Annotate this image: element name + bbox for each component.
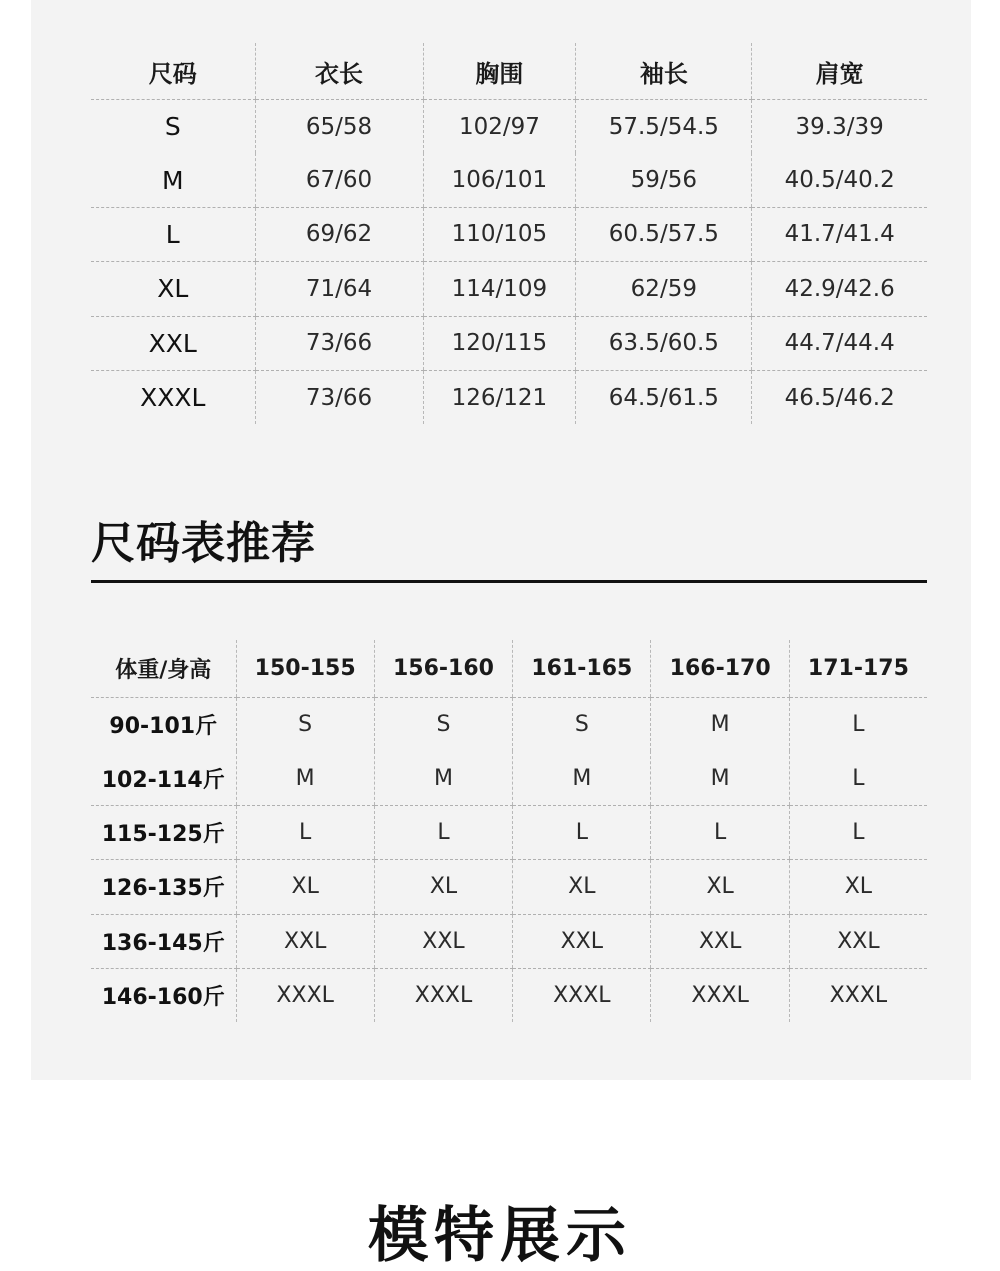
size-cell: L bbox=[374, 805, 512, 859]
shoulder-cell: 44.7/44.4 bbox=[752, 316, 927, 370]
size-cell: XXXL bbox=[236, 968, 374, 1022]
header-height-range: 156-160 bbox=[374, 640, 512, 698]
size-cell: M bbox=[513, 751, 651, 805]
weight-cell: 126-135斤 bbox=[91, 860, 236, 914]
table-row bbox=[91, 968, 927, 1022]
size-cell: XXXL bbox=[789, 968, 927, 1022]
size-cell: L bbox=[651, 805, 789, 859]
table-row bbox=[91, 698, 927, 752]
size-cell: S bbox=[164, 112, 181, 142]
size-cell: XXL bbox=[91, 316, 255, 370]
header-length: 衣长 bbox=[255, 43, 423, 100]
table-row bbox=[91, 153, 927, 207]
size-cell: L bbox=[513, 805, 651, 859]
size-cell: M bbox=[651, 698, 789, 752]
header-shoulder: 肩宽 bbox=[752, 43, 927, 100]
length-cell: 71/64 bbox=[255, 262, 423, 316]
shoulder-cell: 42.9/42.6 bbox=[752, 262, 927, 316]
table-row bbox=[91, 860, 927, 914]
size-cell: XXL bbox=[374, 914, 512, 968]
size-cell: L bbox=[91, 207, 255, 261]
header-height-range: 171-175 bbox=[789, 640, 927, 698]
chest-cell: 126/121 bbox=[423, 370, 576, 424]
size-table bbox=[91, 43, 927, 424]
header-chest: 胸围 bbox=[423, 43, 576, 100]
size-cell: M bbox=[651, 751, 789, 805]
size-cell: XL bbox=[236, 860, 374, 914]
table-row bbox=[91, 262, 927, 316]
size-cell: XL bbox=[374, 860, 512, 914]
table-row bbox=[91, 805, 927, 859]
size-cell: M bbox=[236, 751, 374, 805]
length-cell: 73/66 bbox=[255, 316, 423, 370]
size-cell: XXXL bbox=[651, 968, 789, 1022]
model-section-heading: 模特展示 bbox=[368, 1201, 632, 1271]
sleeve-cell: 60.5/57.5 bbox=[576, 207, 752, 261]
header-sleeve: 袖长 bbox=[576, 43, 752, 100]
length-cell: 67/60 bbox=[255, 153, 423, 207]
weight-cell: 102-114斤 bbox=[91, 751, 236, 805]
table-row bbox=[91, 100, 927, 154]
size-cell: XXXL bbox=[140, 383, 206, 413]
size-cell: S bbox=[374, 698, 512, 752]
table-row bbox=[91, 316, 927, 370]
shoulder-cell: 41.7/41.4 bbox=[752, 207, 927, 261]
recommendation-header bbox=[91, 640, 927, 698]
chest-cell: 110/105 bbox=[423, 207, 576, 261]
size-cell: XL bbox=[91, 262, 255, 316]
title-divider bbox=[91, 580, 927, 583]
sleeve-cell: 64.5/61.5 bbox=[576, 370, 752, 424]
chest-cell: 106/101 bbox=[423, 153, 576, 207]
size-cell: XXL bbox=[651, 914, 789, 968]
sleeve-cell: 59/56 bbox=[576, 153, 752, 207]
size-cell: XL bbox=[789, 860, 927, 914]
size-cell: XL bbox=[651, 860, 789, 914]
shoulder-cell: 46.5/46.2 bbox=[752, 370, 927, 424]
header-size: 尺码 bbox=[91, 43, 255, 100]
size-cell: XXXL bbox=[513, 968, 651, 1022]
table-row bbox=[91, 751, 927, 805]
chest-cell: 114/109 bbox=[423, 262, 576, 316]
size-cell: XXXL bbox=[374, 968, 512, 1022]
sleeve-cell: 63.5/60.5 bbox=[576, 316, 752, 370]
chest-cell: 120/115 bbox=[423, 316, 576, 370]
table-row bbox=[91, 370, 927, 424]
chest-cell: 102/97 bbox=[423, 100, 576, 154]
size-cell: L bbox=[789, 698, 927, 752]
length-cell: 69/62 bbox=[255, 207, 423, 261]
size-cell: L bbox=[789, 751, 927, 805]
length-cell: 73/66 bbox=[255, 370, 423, 424]
size-cell: XXL bbox=[789, 914, 927, 968]
weight-cell: 136-145斤 bbox=[91, 914, 236, 968]
size-cell: L bbox=[236, 805, 374, 859]
size-cell: S bbox=[236, 698, 374, 752]
size-cell: M bbox=[374, 751, 512, 805]
header-height-range: 150-155 bbox=[236, 640, 374, 698]
recommendation-table bbox=[91, 640, 927, 1022]
size-cell: XXL bbox=[513, 914, 651, 968]
size-cell: M bbox=[91, 153, 255, 207]
table-row bbox=[91, 914, 927, 968]
header-weight-height: 体重/身高 bbox=[91, 640, 236, 698]
size-cell: XL bbox=[513, 860, 651, 914]
shoulder-cell: 39.3/39 bbox=[752, 100, 927, 154]
header-height-range: 161-165 bbox=[513, 640, 651, 698]
section-title: 尺码表推荐 bbox=[91, 518, 316, 569]
table-row bbox=[91, 207, 927, 261]
weight-cell: 115-125斤 bbox=[91, 805, 236, 859]
size-cell: L bbox=[789, 805, 927, 859]
size-table-header bbox=[91, 43, 927, 100]
size-cell: XXL bbox=[236, 914, 374, 968]
weight-cell: 146-160斤 bbox=[101, 985, 225, 1011]
sleeve-cell: 62/59 bbox=[576, 262, 752, 316]
weight-cell: 90-101斤 bbox=[109, 714, 218, 740]
header-height-range: 166-170 bbox=[651, 640, 789, 698]
sleeve-cell: 57.5/54.5 bbox=[576, 100, 752, 154]
shoulder-cell: 40.5/40.2 bbox=[752, 153, 927, 207]
length-cell: 65/58 bbox=[255, 100, 423, 154]
size-cell: S bbox=[513, 698, 651, 752]
